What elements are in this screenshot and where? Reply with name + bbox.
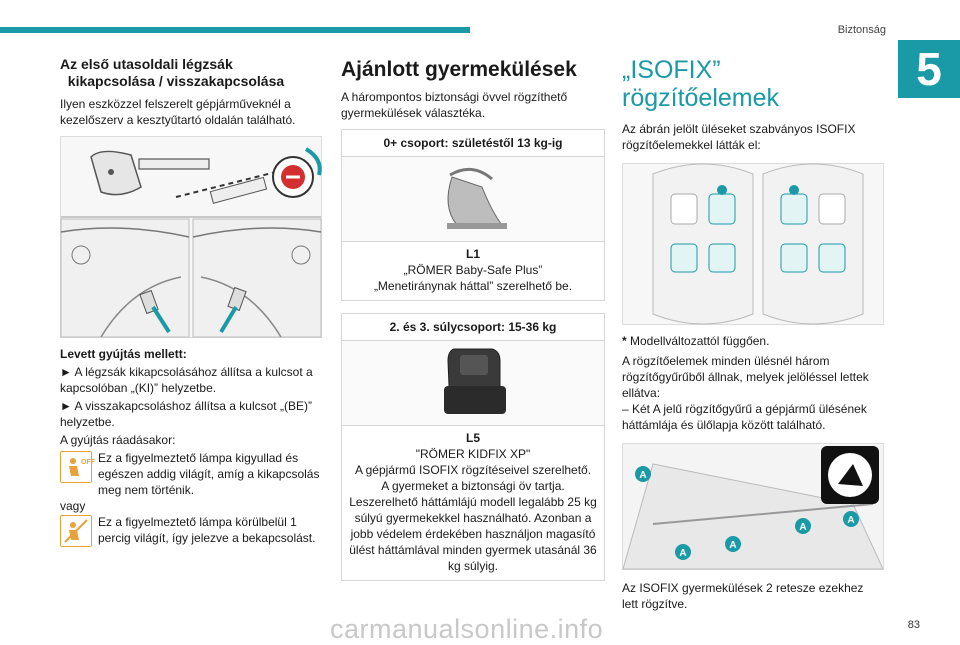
group23-line2: A gépjármű ISOFIX rögzítéseivel szerelhető. [354,463,592,477]
lamp-note-off-text: Ez a figyelmeztető lámpa kigyullad és egészen addig világít, amíg a kikapcsolás meg nem történik. [98,451,320,497]
airbag-on-warning-icon [60,515,92,547]
group23-line3: A gyermeket a biztonsági öv tartja. [381,479,565,493]
group0-image [342,157,604,242]
airbag-switch-illustration [60,136,322,338]
step-enable: ► A visszakapcsoláshoz állítsa a kulcsot „(BE)” helyzetbe. [60,399,312,429]
airbag-off-switch-icon [273,149,320,197]
group0-text [342,242,604,300]
airbag-heading-line2: kikapcsolása / visszakapcsolása [67,73,285,89]
airbag-heading-line1: Az első utasoldali légzsák [60,56,233,72]
airbag-off-warning-icon [60,451,95,483]
anchor-label-a-4: A [799,522,807,533]
isofix-seat-icon [821,446,879,504]
group0-line2: „Menetiránynak háttal” szerelhető be. [373,279,573,293]
column-isofix [622,56,882,616]
column-child-seats [341,56,605,587]
anchor-label-a-1: A [639,470,647,481]
chapter-number: 5 [898,40,960,98]
group0-line1: „RÖMER Baby-Safe Plus” [403,263,543,277]
car-topview-right [763,164,863,324]
isofix-anchor-illustration [622,443,884,570]
ignition-off-label: Levett gyújtás mellett: [60,347,187,361]
group23-text [342,426,604,580]
anchor-label-a-5: A [847,515,855,526]
group23-box [341,313,605,581]
watermark-url: carmanualsonline.info [330,614,604,644]
anchor-label-a-2: A [679,548,687,559]
svg-text:OFF: OFF [81,459,95,466]
car-topview-left [653,164,753,324]
child-seats-intro: A hárompontos biztonsági övvel rögzíthető gyermekülések választéka. [341,90,568,120]
group23-line4: Leszerelhető háttámlájú modell legalább 25 kg súlyú gyermekekkel használható. Azonban a jobb védelem érdekében használjon magasító ülést háttámlával minden gyermek utasánál 36 kg súlyig. [349,495,597,573]
group23-image [342,341,604,426]
footnote-asterisk: * [622,334,627,348]
dashboard-left-view [61,219,189,337]
section-title: Biztonság [837,24,886,36]
booster-seat-icon [342,341,606,425]
lamp-note-off [60,450,322,498]
header-accent-bar [0,27,470,33]
isofix-car-diagram [622,163,884,325]
baby-seat-icon [342,157,606,241]
airbag-heading [60,56,322,90]
isofix-item-a: – Két A jelű rögzítőgyűrű a gépjármű ülésének háttámlája és ülőlapja között található. [622,402,867,432]
key-icon [91,151,209,194]
column-airbag [60,56,322,547]
group0-code: L1 [465,247,480,261]
lamp-note-on [60,514,322,547]
isofix-intro: Az ábrán jelölt üléseket szabványos ISOFIX rögzítőelemekkel látták el: [622,122,856,152]
group23-line1: "RÖMER KIDFIX XP" [415,447,531,461]
isofix-description: A rögzítőelemek minden ülésnél három rögzítőgyűrűből állnak, melyek jelöléssel lettek ellátva: [622,354,869,400]
anchor-label-a-3: A [729,540,737,551]
lamp-note-on-text: Ez a figyelmeztető lámpa körülbelül 1 percig világít, így jelezve a bekapcsolást. [98,515,316,545]
child-seats-heading: Ajánlott gyermekülések [341,58,577,81]
isofix-heading: „ISOFIX” rögzítőelemek [622,56,780,112]
or-text: vagy [60,499,86,513]
model-footnote [622,333,882,349]
group23-header: 2. és 3. súlycsoport: 15-36 kg [342,314,604,341]
group0-box [341,129,605,301]
airbag-intro: Ilyen eszközzel felszerelt gépjárműveknél a kezelőszerv a kesztyűtartó oldalán található. [60,97,296,127]
footnote-text: Modellváltozattól függően. [626,334,770,348]
dashboard-right-view [193,219,321,337]
ignition-on-label: A gyújtás ráadásakor: [60,433,176,447]
group0-header: 0+ csoport: születéstől 13 kg-ig [342,130,604,157]
isofix-bottom-note: Az ISOFIX gyermekülések 2 retesze ezekhez lett rögzítve. [622,581,864,611]
group23-code: L5 [465,431,480,445]
page-number: 83 [907,619,920,631]
step-disable: ► A légzsák kikapcsolásához állítsa a kulcsot a kapcsolóban „(KI)” helyzetbe. [60,365,313,395]
